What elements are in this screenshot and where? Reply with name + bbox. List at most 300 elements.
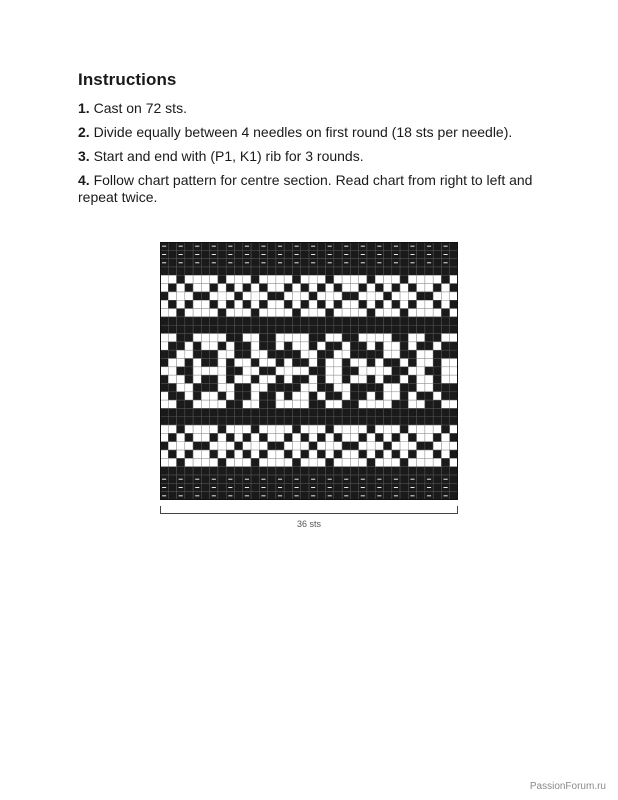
chart-cell: [235, 242, 243, 250]
chart-cell: [400, 492, 408, 500]
chart-cell: [408, 317, 416, 325]
chart-cell: [392, 392, 400, 400]
chart-cell: [243, 367, 251, 375]
chart-cell: [268, 317, 276, 325]
chart-cell: [384, 292, 392, 300]
chart-cell: [350, 242, 358, 250]
chart-cell: [400, 433, 408, 441]
chart-cell: [317, 417, 325, 425]
chart-cell: [177, 375, 185, 383]
chart-cell: [326, 417, 334, 425]
chart-cell: [433, 400, 441, 408]
chart-cell: [259, 392, 267, 400]
chart-cell: [384, 325, 392, 333]
instructions-section: [78, 70, 538, 213]
chart-cell: [417, 334, 425, 342]
chart-cell: [350, 492, 358, 500]
chart-cell: [177, 367, 185, 375]
chart-cell: [268, 450, 276, 458]
chart-cell: [392, 375, 400, 383]
chart-cell: [276, 400, 284, 408]
chart-cell: [359, 458, 367, 466]
chart-cell: [326, 350, 334, 358]
step-4: [78, 172, 538, 206]
chart-cell: [367, 250, 375, 258]
chart-cell: [392, 425, 400, 433]
chart-cell: [392, 275, 400, 283]
chart-cell: [350, 400, 358, 408]
chart-cell: [384, 408, 392, 416]
chart-cell: [185, 267, 193, 275]
chart-cell: [160, 325, 168, 333]
chart-cell: [160, 442, 168, 450]
chart-cell: [218, 417, 226, 425]
chart-cell: [384, 275, 392, 283]
chart-cell: [342, 392, 350, 400]
chart-cell: [317, 492, 325, 500]
chart-cell: [334, 450, 342, 458]
chart-cell: [350, 483, 358, 491]
chart-cell: [185, 392, 193, 400]
chart-cell: [317, 467, 325, 475]
chart-cell: [317, 425, 325, 433]
chart-cell: [284, 475, 292, 483]
chart-cell: [284, 292, 292, 300]
chart-cell: [425, 342, 433, 350]
chart-cell: [218, 242, 226, 250]
chart-cell: [201, 317, 209, 325]
chart-cell: [168, 417, 176, 425]
chart-cell: [334, 359, 342, 367]
chart-cell: [441, 392, 449, 400]
chart-cell: [441, 350, 449, 358]
chart-cell: [342, 342, 350, 350]
step-number: 3.: [78, 148, 90, 164]
chart-cell: [284, 317, 292, 325]
chart-cell: [417, 350, 425, 358]
chart-cell: [292, 433, 300, 441]
chart-cell: [251, 442, 259, 450]
chart-cell: [441, 417, 449, 425]
chart-cell: [218, 259, 226, 267]
chart-cell: [417, 483, 425, 491]
chart-cell: [251, 317, 259, 325]
chart-cell: [268, 458, 276, 466]
chart-cell: [359, 317, 367, 325]
chart-cell: [226, 309, 234, 317]
chart-cell: [168, 275, 176, 283]
width-bracket: [160, 506, 458, 514]
chart-cell: [268, 359, 276, 367]
chart-cell: [450, 267, 458, 275]
chart-cell: [450, 259, 458, 267]
chart-cell: [177, 350, 185, 358]
chart-cell: [301, 450, 309, 458]
chart-cell: [185, 325, 193, 333]
chart-cell: [417, 267, 425, 275]
chart-cell: [400, 284, 408, 292]
chart-cell: [450, 317, 458, 325]
chart-cell: [193, 334, 201, 342]
chart-cell: [276, 334, 284, 342]
chart-cell: [268, 300, 276, 308]
chart-cell: [450, 392, 458, 400]
chart-cell: [342, 325, 350, 333]
chart-cell: [417, 359, 425, 367]
chart-cell: [201, 342, 209, 350]
chart-cell: [450, 417, 458, 425]
chart-cell: [210, 317, 218, 325]
chart-cell: [185, 375, 193, 383]
chart-cell: [375, 317, 383, 325]
chart-cell: [235, 458, 243, 466]
chart-cell: [384, 442, 392, 450]
chart-cell: [417, 309, 425, 317]
chart-cell: [400, 259, 408, 267]
chart-cell: [375, 309, 383, 317]
chart-cell: [292, 367, 300, 375]
chart-cell: [292, 325, 300, 333]
chart-cell: [284, 250, 292, 258]
chart-cell: [384, 334, 392, 342]
chart-cell: [417, 467, 425, 475]
chart-cell: [226, 367, 234, 375]
chart-cell: [292, 334, 300, 342]
chart-cell: [367, 475, 375, 483]
chart-cell: [185, 317, 193, 325]
chart-cell: [326, 383, 334, 391]
chart-cell: [284, 400, 292, 408]
chart-cell: [226, 458, 234, 466]
chart-cell: [251, 259, 259, 267]
chart-cell: [276, 317, 284, 325]
chart-cell: [251, 325, 259, 333]
chart-cell: [251, 417, 259, 425]
chart-cell: [193, 275, 201, 283]
chart-cell: [168, 450, 176, 458]
chart-cell: [251, 342, 259, 350]
chart-cell: [251, 359, 259, 367]
chart-cell: [317, 350, 325, 358]
chart-cell: [408, 433, 416, 441]
chart-cell: [342, 417, 350, 425]
chart-cell: [218, 375, 226, 383]
chart-cell: [243, 425, 251, 433]
chart-cell: [309, 317, 317, 325]
chart-cell: [268, 475, 276, 483]
chart-cell: [433, 458, 441, 466]
chart-cell: [243, 359, 251, 367]
chart-cell: [218, 325, 226, 333]
chart-cell: [309, 467, 317, 475]
chart-cell: [301, 342, 309, 350]
chart-cell: [441, 383, 449, 391]
chart-cell: [417, 433, 425, 441]
chart-cell: [268, 400, 276, 408]
chart-cell: [408, 334, 416, 342]
chart-cell: [251, 292, 259, 300]
step-number: 4.: [78, 172, 90, 188]
chart-cell: [425, 359, 433, 367]
chart-cell: [210, 408, 218, 416]
chart-cell: [259, 375, 267, 383]
chart-cell: [342, 334, 350, 342]
chart-cell: [301, 433, 309, 441]
chart-cell: [317, 317, 325, 325]
chart-cell: [218, 492, 226, 500]
chart-cell: [251, 425, 259, 433]
chart-cell: [185, 433, 193, 441]
chart-cell: [292, 392, 300, 400]
chart-cell: [359, 467, 367, 475]
chart-cell: [160, 458, 168, 466]
chart-cell: [417, 259, 425, 267]
chart-cell: [359, 267, 367, 275]
chart-cell: [392, 383, 400, 391]
chart-cell: [417, 425, 425, 433]
chart-cell: [168, 425, 176, 433]
chart-cell: [284, 450, 292, 458]
chart-cell: [375, 359, 383, 367]
chart-cell: [251, 450, 259, 458]
chart-cell: [417, 383, 425, 391]
chart-cell: [243, 292, 251, 300]
step-3: [78, 148, 538, 165]
chart-cell: [392, 450, 400, 458]
chart-cell: [408, 392, 416, 400]
chart-cell: [259, 408, 267, 416]
chart-cell: [210, 350, 218, 358]
chart-cell: [251, 458, 259, 466]
chart-cell: [350, 284, 358, 292]
chart-cell: [317, 400, 325, 408]
chart-cell: [408, 425, 416, 433]
chart-cell: [317, 442, 325, 450]
chart-cell: [392, 334, 400, 342]
chart-cell: [417, 442, 425, 450]
chart-cell: [441, 375, 449, 383]
chart-cell: [375, 458, 383, 466]
chart-cell: [417, 317, 425, 325]
chart-cell: [268, 334, 276, 342]
chart-cell: [268, 375, 276, 383]
chart-cell: [367, 300, 375, 308]
chart-cell: [367, 259, 375, 267]
chart-cell: [317, 267, 325, 275]
chart-cell: [350, 267, 358, 275]
chart-cell: [367, 417, 375, 425]
chart-cell: [201, 383, 209, 391]
chart-cell: [243, 317, 251, 325]
chart-cell: [384, 342, 392, 350]
chart-cell: [243, 433, 251, 441]
chart-cell: [334, 433, 342, 441]
chart-cell: [342, 300, 350, 308]
chart-cell: [425, 400, 433, 408]
chart-cell: [185, 425, 193, 433]
chart-cell: [168, 392, 176, 400]
chart-cell: [284, 342, 292, 350]
chart-cell: [359, 400, 367, 408]
chart-cell: [408, 309, 416, 317]
chart-cell: [326, 284, 334, 292]
chart-cell: [375, 392, 383, 400]
chart-cell: [193, 267, 201, 275]
chart-cell: [384, 259, 392, 267]
chart-cell: [400, 475, 408, 483]
chart-cell: [243, 458, 251, 466]
chart-cell: [210, 300, 218, 308]
chart-cell: [417, 475, 425, 483]
chart-cell: [160, 375, 168, 383]
chart-cell: [408, 325, 416, 333]
chart-cell: [342, 359, 350, 367]
chart-cell: [317, 259, 325, 267]
chart-cell: [185, 359, 193, 367]
chart-cell: [259, 292, 267, 300]
chart-cell: [425, 433, 433, 441]
chart-cell: [226, 375, 234, 383]
chart-cell: [284, 375, 292, 383]
chart-cell: [201, 375, 209, 383]
chart-cell: [425, 334, 433, 342]
chart-cell: [359, 383, 367, 391]
step-text: Start and end with (P1, K1) rib for 3 rounds.: [89, 148, 364, 164]
chart-cell: [301, 475, 309, 483]
chart-cell: [235, 383, 243, 391]
chart-cell: [309, 450, 317, 458]
chart-cell: [168, 250, 176, 258]
chart-cell: [193, 350, 201, 358]
chart-cell: [425, 275, 433, 283]
chart-cell: [441, 275, 449, 283]
chart-cell: [359, 350, 367, 358]
chart-cell: [292, 309, 300, 317]
chart-cell: [235, 300, 243, 308]
chart-cell: [235, 400, 243, 408]
chart-cell: [292, 383, 300, 391]
chart-cell: [210, 367, 218, 375]
chart-cell: [276, 350, 284, 358]
chart-cell: [226, 325, 234, 333]
chart-cell: [359, 359, 367, 367]
chart-cell: [251, 433, 259, 441]
chart-cell: [259, 267, 267, 275]
chart-cell: [309, 267, 317, 275]
step-2: [78, 124, 538, 141]
chart-cell: [408, 359, 416, 367]
chart-cell: [450, 450, 458, 458]
chart-cell: [408, 300, 416, 308]
chart-cell: [433, 242, 441, 250]
chart-cell: [210, 417, 218, 425]
chart-cell: [441, 292, 449, 300]
chart-cell: [160, 300, 168, 308]
chart-cell: [326, 367, 334, 375]
chart-cell: [201, 417, 209, 425]
chart-cell: [317, 450, 325, 458]
chart-cell: [392, 309, 400, 317]
chart-cell: [400, 342, 408, 350]
chart-cell: [359, 292, 367, 300]
chart-cell: [201, 483, 209, 491]
chart-cell: [210, 267, 218, 275]
chart-cell: [168, 483, 176, 491]
chart-cell: [276, 425, 284, 433]
chart-cell: [309, 400, 317, 408]
chart-cell: [417, 250, 425, 258]
chart-cell: [301, 442, 309, 450]
chart-cell: [243, 275, 251, 283]
chart-cell: [268, 267, 276, 275]
chart-cell: [243, 450, 251, 458]
chart-cell: [384, 492, 392, 500]
chart-cell: [441, 284, 449, 292]
chart-cell: [450, 475, 458, 483]
chart-cell: [226, 425, 234, 433]
chart-cell: [218, 450, 226, 458]
chart-cell: [350, 392, 358, 400]
chart-cell: [317, 359, 325, 367]
chart-cell: [284, 392, 292, 400]
chart-cell: [425, 467, 433, 475]
chart-cell: [350, 475, 358, 483]
chart-cell: [251, 467, 259, 475]
chart-cell: [226, 284, 234, 292]
chart-cell: [417, 450, 425, 458]
chart-cell: [367, 284, 375, 292]
chart-cell: [309, 408, 317, 416]
chart-cell: [433, 392, 441, 400]
chart-cell: [326, 309, 334, 317]
chart-cell: [350, 325, 358, 333]
chart-cell: [193, 300, 201, 308]
chart-cell: [400, 300, 408, 308]
chart-cell: [400, 442, 408, 450]
chart-cell: [284, 367, 292, 375]
chart-cell: [160, 433, 168, 441]
chart-cell: [334, 325, 342, 333]
chart-cell: [268, 275, 276, 283]
chart-cell: [342, 458, 350, 466]
chart-cell: [350, 300, 358, 308]
chart-cell: [334, 408, 342, 416]
chart-cell: [301, 383, 309, 391]
chart-cell: [168, 325, 176, 333]
chart-cell: [259, 325, 267, 333]
chart-cell: [417, 292, 425, 300]
chart-cell: [235, 425, 243, 433]
chart-cell: [243, 342, 251, 350]
chart-cell: [168, 317, 176, 325]
chart-cell: [292, 342, 300, 350]
chart-cell: [334, 383, 342, 391]
chart-cell: [375, 425, 383, 433]
chart-cell: [301, 425, 309, 433]
chart-cell: [268, 250, 276, 258]
chart-cell: [326, 300, 334, 308]
chart-cell: [375, 450, 383, 458]
chart-cell: [441, 359, 449, 367]
chart-cell: [367, 400, 375, 408]
chart-cell: [185, 483, 193, 491]
chart-cell: [284, 325, 292, 333]
chart-cell: [235, 350, 243, 358]
chart-cell: [326, 325, 334, 333]
chart-cell: [259, 417, 267, 425]
chart-cell: [226, 408, 234, 416]
chart-cell: [359, 300, 367, 308]
